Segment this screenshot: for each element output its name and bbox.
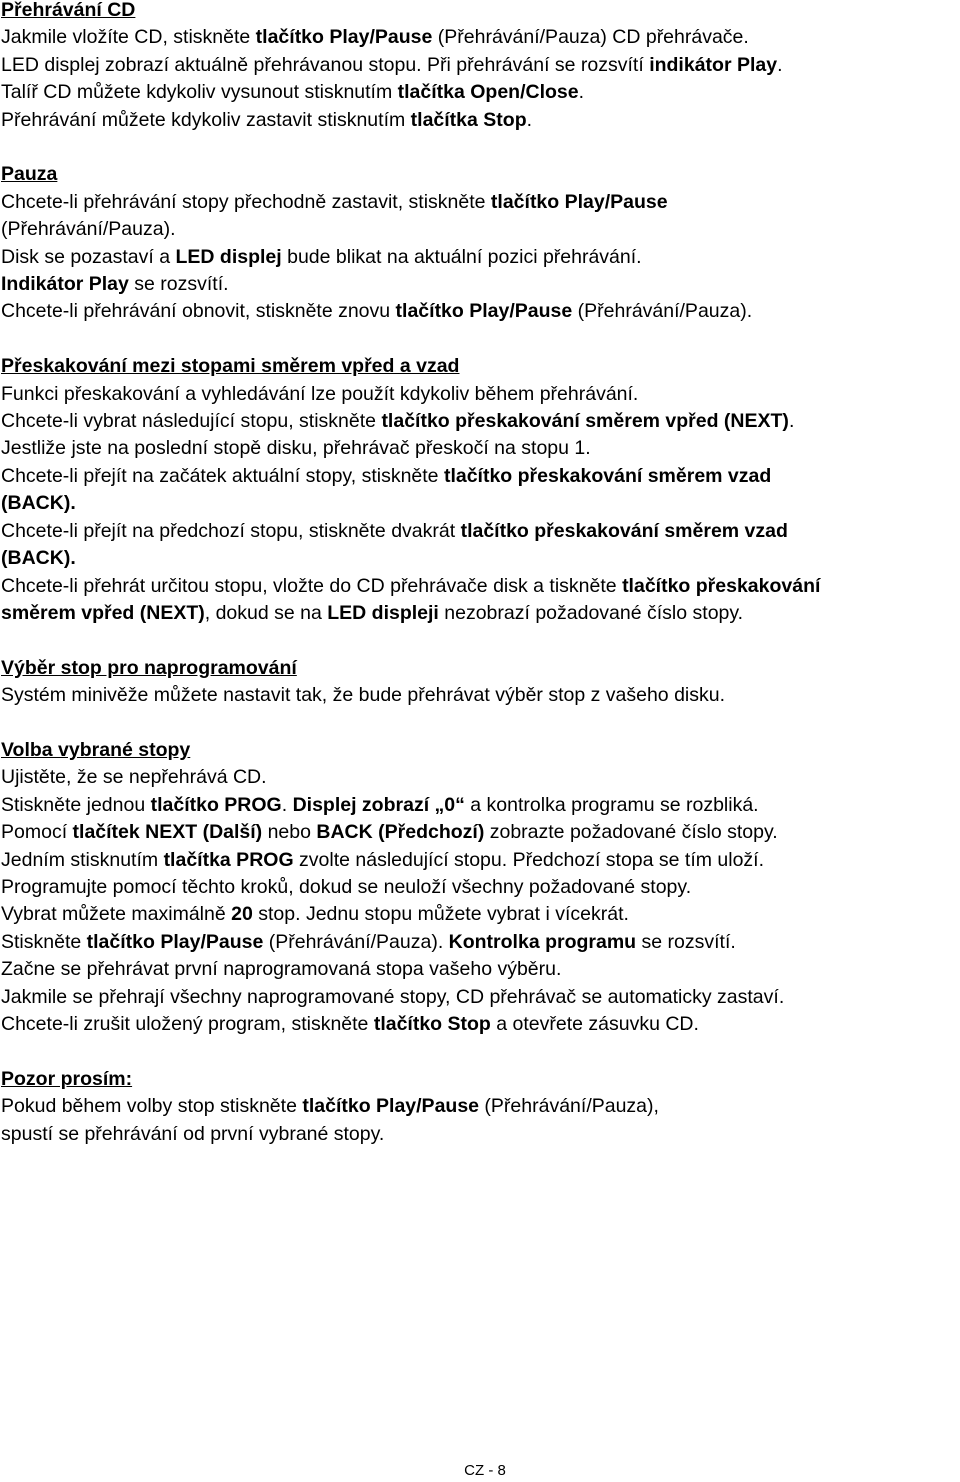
- text-run: Přehrávání můžete kdykoliv zastavit stisknutím: [1, 108, 411, 131]
- text-run: Jakmile vložíte CD, stiskněte: [1, 26, 256, 49]
- text-run: a kontrolka programu se rozbliká.: [464, 793, 759, 816]
- text-line: [1, 874, 959, 901]
- text-line: [1, 298, 959, 325]
- bold-text: tlačítko Play/Pause: [255, 26, 433, 49]
- text-run: Jedním stisknutím: [1, 848, 164, 871]
- bold-text: (BACK).: [1, 492, 76, 515]
- text-line: [1, 984, 959, 1011]
- document-body: [1, 0, 959, 1148]
- text-line: [1, 1121, 959, 1148]
- text-line: [1, 435, 959, 462]
- text-run: Disk se pozastaví a: [1, 245, 176, 268]
- bold-text: indikátor Play: [649, 53, 778, 76]
- text-run: spustí se přehrávání od první vybrané stopy.: [1, 1122, 385, 1145]
- text-run: bude blikat na aktuální pozici přehrávání.: [281, 245, 642, 268]
- section-heading: Přeskakování mezi stopami směrem vpřed a vzad: [1, 355, 460, 378]
- text-run: .: [526, 108, 533, 131]
- section-heading: Pozor prosím:: [1, 1067, 133, 1090]
- text-line: [1, 847, 959, 874]
- bold-text: LED displej: [175, 245, 282, 268]
- section: [1, 353, 959, 627]
- text-line: [1, 52, 959, 79]
- bold-text: LED displeji: [327, 601, 439, 624]
- text-run: se rozsvítí.: [636, 930, 736, 953]
- section: [1, 0, 959, 134]
- text-line: [1, 1011, 959, 1038]
- text-run: (Přehrávání/Pauza).: [572, 300, 753, 323]
- text-line: [1, 518, 959, 545]
- text-run: Začne se přehrávat první naprogramovaná stopa vašeho výběru.: [1, 958, 562, 981]
- text-run: zobrazte požadované číslo stopy.: [484, 821, 778, 844]
- page-number: CZ - 8: [464, 1462, 506, 1479]
- text-run: Chcete-li přejít na předchozí stopu, stiskněte dvakrát: [1, 519, 461, 542]
- bold-text: tlačítka Stop: [410, 108, 527, 131]
- section-heading: Přehrávání CD: [1, 0, 136, 21]
- text-line: [1, 189, 959, 216]
- bold-text: tlačítka PROG: [163, 848, 294, 871]
- text-line: [1, 24, 959, 51]
- bold-text: tlačítka Open/Close: [397, 81, 579, 104]
- text-line: [1, 463, 959, 490]
- bold-text: (BACK).: [1, 547, 76, 570]
- text-run: , dokud se na: [204, 601, 328, 624]
- bold-text: tlačítko přeskakování směrem vzad: [460, 519, 788, 542]
- text-run: Systém minivěže můžete nastavit tak, že bude přehrávat výběr stop z vašeho disku.: [1, 684, 726, 707]
- text-run: zvolte následující stopu. Předchozí stopa se tím uloží.: [293, 848, 765, 871]
- section: [1, 1066, 959, 1148]
- text-run: Jakmile se přehrají všechny naprogramované stopy, CD přehrávač se automaticky zastaví.: [1, 985, 785, 1008]
- text-run: a otevřete zásuvku CD.: [490, 1012, 699, 1035]
- text-line: [1, 271, 959, 298]
- section: [1, 161, 959, 325]
- text-line: [1, 929, 959, 956]
- bold-text: tlačítko přeskakování: [622, 574, 821, 597]
- text-run: Chcete-li přejít na začátek aktuální stopy, stiskněte: [1, 464, 444, 487]
- text-run: .: [777, 53, 783, 76]
- text-line: [1, 819, 959, 846]
- text-run: .: [281, 793, 293, 816]
- bold-text: tlačítko Play/Pause: [86, 930, 264, 953]
- text-line: [1, 573, 959, 600]
- bold-text: tlačítko Play/Pause: [490, 190, 668, 213]
- text-run: LED displej zobrazí aktuálně přehrávanou stopu. Při přehrávání se rozsvítí: [1, 53, 650, 76]
- bold-text: tlačítek NEXT (Další): [72, 821, 263, 844]
- text-line: [1, 956, 959, 983]
- text-run: .: [578, 81, 585, 104]
- text-run: Talíř CD můžete kdykoliv vysunout stisknutím: [1, 81, 398, 104]
- section-heading: Výběr stop pro naprogramování: [1, 656, 297, 679]
- text-line: [1, 764, 959, 791]
- text-line: [1, 79, 959, 106]
- text-line: [1, 490, 959, 517]
- bold-text: 20: [231, 903, 253, 926]
- text-line: [1, 545, 959, 572]
- bold-text: tlačítko PROG: [150, 793, 282, 816]
- text-run: .: [788, 410, 795, 433]
- text-run: (Přehrávání/Pauza),: [479, 1095, 659, 1118]
- text-run: se rozsvítí.: [128, 273, 229, 296]
- text-run: Pomocí: [1, 821, 73, 844]
- text-line: [1, 792, 959, 819]
- text-run: Funkci přeskakování a vyhledávání lze použít kdykoliv během přehrávání.: [1, 382, 639, 405]
- bold-text: Kontrolka programu: [448, 930, 637, 953]
- text-run: Ujistěte, že se nepřehrává CD.: [1, 766, 267, 789]
- text-line: [1, 408, 959, 435]
- text-run: Chcete-li přehrávání obnovit, stiskněte znovu: [1, 300, 396, 323]
- text-run: Vybrat můžete maximálně: [1, 903, 232, 926]
- text-run: Stiskněte: [1, 930, 87, 953]
- text-line: [1, 381, 959, 408]
- text-run: Chcete-li zrušit uložený program, stiskněte: [1, 1012, 374, 1035]
- section: [1, 737, 959, 1038]
- text-run: Chcete-li přehrávání stopy přechodně zastavit, stiskněte: [1, 190, 491, 213]
- text-run: (Přehrávání/Pauza).: [263, 930, 449, 953]
- text-run: Jestliže jste na poslední stopě disku, přehrávač přeskočí na stopu 1.: [1, 437, 591, 460]
- bold-text: BACK (Předchozí): [316, 821, 485, 844]
- section-heading: Pauza: [1, 163, 58, 186]
- bold-text: tlačítko Play/Pause: [302, 1095, 480, 1118]
- text-line: [1, 244, 959, 271]
- text-run: nezobrazí požadované číslo stopy.: [438, 601, 744, 624]
- bold-text: směrem vpřed (NEXT): [1, 601, 205, 624]
- text-run: Stiskněte jednou: [1, 793, 151, 816]
- text-run: (Přehrávání/Pauza).: [1, 218, 176, 241]
- text-run: Pokud během volby stop stiskněte: [1, 1095, 303, 1118]
- text-run: Chcete-li přehrát určitou stopu, vložte do CD přehrávače disk a tiskněte: [1, 574, 623, 597]
- section-heading: Volba vybrané stopy: [1, 738, 191, 761]
- text-run: (Přehrávání/Pauza) CD přehrávače.: [432, 26, 749, 49]
- text-run: Programujte pomocí těchto kroků, dokud se neuloží všechny požadované stopy.: [1, 875, 692, 898]
- bold-text: tlačítko Play/Pause: [395, 300, 573, 323]
- bold-text: Indikátor Play: [1, 273, 129, 296]
- bold-text: Displej zobrazí „0“: [292, 793, 465, 816]
- text-run: Chcete-li vybrat následující stopu, stiskněte: [1, 410, 382, 433]
- bold-text: tlačítko přeskakování směrem vpřed (NEXT): [381, 410, 789, 433]
- bold-text: tlačítko přeskakování směrem vzad: [443, 464, 772, 487]
- text-line: [1, 216, 959, 243]
- text-line: [1, 600, 959, 627]
- text-line: [1, 682, 959, 709]
- text-run: nebo: [262, 821, 317, 844]
- text-run: stop. Jednu stopu můžete vybrat i vícekrát.: [252, 903, 629, 926]
- section: [1, 655, 959, 710]
- text-line: [1, 107, 959, 134]
- text-line: [1, 1093, 959, 1120]
- text-line: [1, 901, 959, 928]
- document-page: [1, 0, 959, 1148]
- bold-text: tlačítko Stop: [373, 1012, 491, 1035]
